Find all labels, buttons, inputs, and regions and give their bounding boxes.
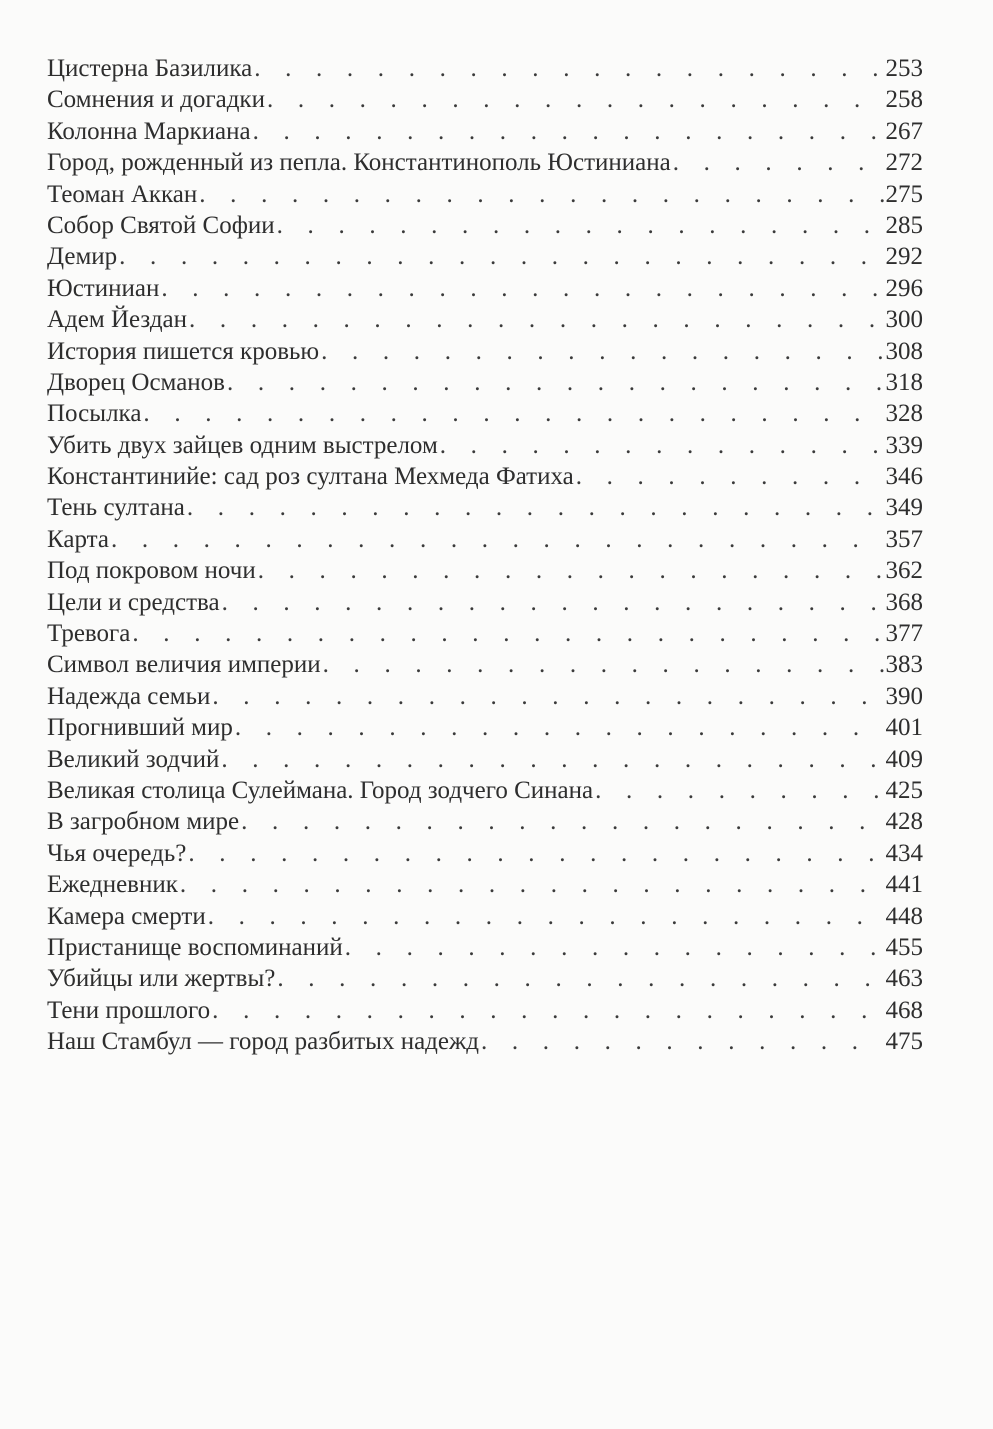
- toc-entry: [47, 806, 923, 837]
- toc-entry-page: 441: [885, 871, 923, 899]
- toc-entry-title: В загробном мире: [47, 808, 240, 836]
- toc-entry: [47, 84, 923, 115]
- toc-entry: [47, 995, 923, 1026]
- dot-leader: [595, 775, 883, 806]
- toc-entry-page: 300: [885, 306, 923, 334]
- toc-entry: [47, 367, 923, 398]
- toc-entry-title: Тени прошлого: [47, 996, 211, 1024]
- dot-leader: [258, 555, 884, 586]
- toc-entry-page: 357: [885, 525, 923, 553]
- toc-entry: [47, 838, 923, 869]
- dot-leader: [143, 398, 883, 429]
- toc-entry: [47, 492, 923, 523]
- toc-entry-title: Тень султана: [47, 494, 185, 522]
- toc-entry: [47, 775, 923, 806]
- dot-leader: [132, 618, 883, 649]
- toc-entry-page: 428: [885, 808, 923, 836]
- toc-entry: [47, 116, 923, 147]
- dot-leader: [241, 806, 883, 837]
- toc-entry: [47, 461, 923, 492]
- toc-entry: [47, 147, 923, 178]
- dot-leader: [277, 210, 884, 241]
- toc-entry-title: Цели и средства: [47, 588, 220, 616]
- toc-entry: [47, 1026, 923, 1057]
- dot-leader: [253, 116, 884, 147]
- toc-entry-title: Чья очередь?: [47, 839, 187, 867]
- toc-entry-title: Сомнения и догадки: [47, 86, 265, 114]
- dot-leader: [180, 869, 884, 900]
- toc-entry: [47, 618, 923, 649]
- toc-entry-page: 292: [885, 243, 923, 271]
- toc-entry-page: 448: [885, 902, 923, 930]
- toc-entry-title: Тревога: [47, 620, 131, 648]
- dot-leader: [111, 524, 884, 555]
- toc-entry-title: Цистерна Базилика: [47, 55, 253, 82]
- toc-entry-page: 272: [885, 149, 923, 177]
- dot-leader: [481, 1026, 884, 1057]
- toc-entry-title: Дворец Османов: [47, 368, 225, 396]
- dot-leader: [189, 304, 883, 335]
- toc-entry-page: 258: [885, 86, 923, 114]
- toc-entry-page: 377: [885, 620, 923, 648]
- toc-entry: [47, 555, 923, 586]
- toc-entry: [47, 524, 923, 555]
- toc-entry-title: Прогнивший мир: [47, 714, 233, 742]
- dot-leader: [227, 367, 884, 398]
- toc-entry-page: 475: [885, 1028, 923, 1056]
- dot-leader: [187, 492, 884, 523]
- toc-entry-page: 349: [885, 494, 923, 522]
- toc-entry-title: Константинийе: сад роз султана Мехмеда Фатиха: [47, 463, 574, 491]
- toc-entry-title: Карта: [47, 525, 109, 553]
- toc-entry-title: Убить двух зайцев одним выстрелом: [47, 431, 438, 459]
- dot-leader: [267, 84, 884, 115]
- toc-entry-page: 362: [885, 557, 923, 585]
- toc-entry-page: 425: [885, 776, 923, 804]
- dot-leader: [321, 336, 883, 367]
- dot-leader: [161, 273, 883, 304]
- toc-entry: [47, 963, 923, 994]
- toc-entry-page: 253: [885, 55, 923, 82]
- toc-entry-title: Камера смерти: [47, 902, 206, 930]
- toc-entry: [47, 273, 923, 304]
- toc-entry-page: 339: [885, 431, 923, 459]
- toc-entry-page: 296: [885, 274, 923, 302]
- toc-entry-page: 318: [885, 368, 923, 396]
- dot-leader: [576, 461, 884, 492]
- toc-entry-page: 267: [885, 117, 923, 145]
- dot-leader: [208, 901, 884, 932]
- toc-entry-title: Убийцы или жертвы?: [47, 965, 276, 993]
- toc-entry-title: Посылка: [47, 400, 142, 428]
- toc-entry-page: 401: [885, 714, 923, 742]
- dot-leader: [235, 712, 884, 743]
- dot-leader: [323, 649, 884, 680]
- table-of-contents: [47, 53, 923, 1058]
- toc-entry-title: Город, рожденный из пепла. Константинополь Юстиниана: [47, 149, 671, 177]
- dot-leader: [440, 430, 884, 461]
- toc-entry: [47, 210, 923, 241]
- toc-entry-page: 285: [885, 211, 923, 239]
- toc-entry-page: 346: [885, 463, 923, 491]
- dot-leader: [212, 681, 883, 712]
- toc-entry-page: 368: [885, 588, 923, 616]
- toc-entry-title: Теоман Аккан: [47, 180, 198, 208]
- toc-entry-page: 383: [885, 651, 923, 679]
- toc-entry: [47, 744, 923, 775]
- toc-entry: [47, 241, 923, 272]
- toc-entry-page: 308: [885, 337, 923, 365]
- toc-entry-title: Колонна Маркиана: [47, 117, 251, 145]
- toc-entry: [47, 304, 923, 335]
- toc-entry: [47, 430, 923, 461]
- toc-entry: [47, 179, 923, 210]
- toc-entry-title: Символ величия империи: [47, 651, 321, 679]
- toc-entry-page: 463: [885, 965, 923, 993]
- toc-entry: [47, 932, 923, 963]
- toc-entry: [47, 53, 923, 84]
- toc-entry-page: 434: [885, 839, 923, 867]
- toc-entry: [47, 681, 923, 712]
- toc-entry-title: Наш Стамбул — город разбитых надежд: [47, 1028, 479, 1056]
- dot-leader: [254, 53, 883, 84]
- dot-leader: [277, 963, 883, 994]
- toc-entry-page: 409: [885, 745, 923, 773]
- toc-entry-title: Под покровом ночи: [47, 557, 256, 585]
- toc-entry-title: Демир: [47, 243, 118, 271]
- toc-entry-page: 390: [885, 682, 923, 710]
- toc-entry-title: Юстиниан: [47, 274, 160, 302]
- toc-entry: [47, 901, 923, 932]
- toc-entry-title: Собор Святой Софии: [47, 211, 275, 239]
- toc-entry-title: Адем Йездан: [47, 306, 188, 334]
- toc-entry: [47, 649, 923, 680]
- toc-entry-title: Пристанище воспоминаний: [47, 933, 343, 961]
- toc-entry: [47, 336, 923, 367]
- toc-entry: [47, 712, 923, 743]
- toc-entry: [47, 398, 923, 429]
- toc-entry-title: Надежда семьи: [47, 682, 211, 710]
- dot-leader: [119, 241, 883, 272]
- dot-leader: [188, 838, 883, 869]
- toc-entry-title: История пишется кровью: [47, 337, 320, 365]
- toc-entry-page: 328: [885, 400, 923, 428]
- dot-leader: [222, 587, 884, 618]
- toc-entry: [47, 587, 923, 618]
- dot-leader: [199, 179, 883, 210]
- toc-entry-title: Ежедневник: [47, 871, 178, 899]
- toc-entry-title: Великая столица Сулеймана. Город зодчего Синана: [47, 776, 594, 804]
- dot-leader: [345, 932, 884, 963]
- toc-entry: [47, 869, 923, 900]
- dot-leader: [212, 995, 883, 1026]
- dot-leader: [673, 147, 884, 178]
- toc-entry-title: Великий зодчий: [47, 745, 220, 773]
- toc-entry-page: 275: [885, 180, 923, 208]
- toc-entry-page: 468: [885, 996, 923, 1024]
- toc-entry-page: 455: [885, 933, 923, 961]
- dot-leader: [221, 744, 883, 775]
